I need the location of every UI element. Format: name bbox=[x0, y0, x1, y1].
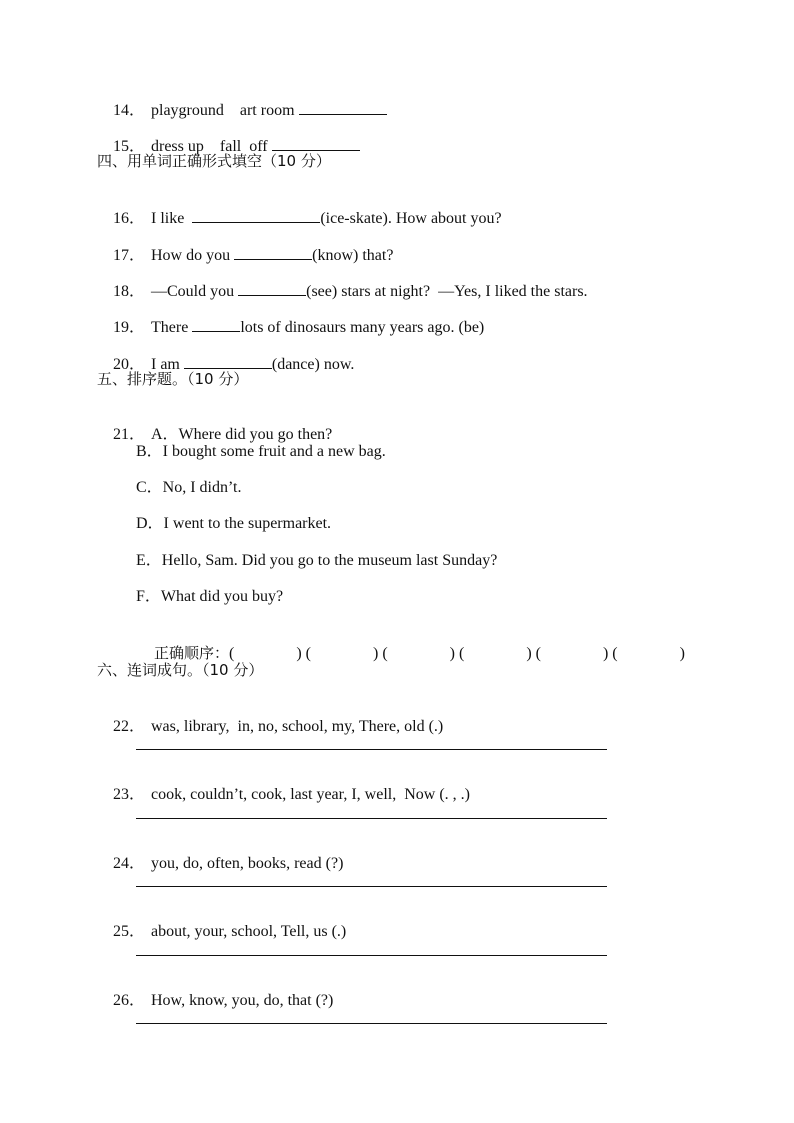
question-number: 19． bbox=[113, 319, 146, 336]
question-number: 17． bbox=[113, 247, 146, 264]
question-number: 15． bbox=[113, 138, 146, 155]
order-paren: ) ( bbox=[602, 645, 618, 662]
question-text-after: (know) that? bbox=[312, 247, 394, 264]
answer-blank[interactable] bbox=[192, 208, 320, 223]
answer-line[interactable] bbox=[136, 886, 607, 887]
order-paren: ) ( bbox=[373, 645, 388, 662]
option-c: C．No, I didn’t. bbox=[136, 479, 242, 496]
question-number: 21． bbox=[113, 426, 146, 443]
answer-blank[interactable] bbox=[299, 100, 387, 115]
question-number: 24． bbox=[113, 855, 146, 872]
question-number: 20． bbox=[113, 356, 146, 373]
question-text-after: lots of dinosaurs many years ago. (be) bbox=[240, 319, 485, 336]
question-text-after: (ice-skate). How about you? bbox=[320, 210, 502, 227]
question-24 bbox=[97, 834, 343, 894]
question-text: —Could you bbox=[151, 283, 239, 300]
answer-line[interactable] bbox=[136, 1023, 607, 1024]
question-text: cook, couldn’t, cook, last year, I, well, Now (. , .) bbox=[151, 786, 470, 803]
question-23 bbox=[97, 765, 470, 825]
question-text: I am bbox=[151, 356, 184, 373]
question-text: was, library, in, no, school, my, There, old (.) bbox=[151, 718, 444, 735]
section-5-title: 五、排序题。（10 分） bbox=[97, 370, 249, 388]
answer-blank[interactable] bbox=[184, 354, 272, 369]
option-d: D．I went to the supermarket. bbox=[136, 515, 332, 532]
question-number: 14． bbox=[113, 102, 146, 119]
section-4-title: 四、用单词正确形式填空（10 分） bbox=[97, 152, 331, 170]
option-f: F．What did you buy? bbox=[136, 588, 284, 605]
question-number: 18． bbox=[113, 283, 146, 300]
option-e: E．Hello, Sam. Did you go to the museum last Sunday? bbox=[136, 552, 498, 569]
question-text: How, know, you, do, that (?) bbox=[151, 992, 334, 1009]
question-number: 16． bbox=[113, 210, 146, 227]
answer-blank[interactable] bbox=[234, 245, 312, 260]
section-6-title: 六、连词成句。（10 分） bbox=[97, 661, 264, 679]
question-number: 22． bbox=[113, 718, 146, 735]
question-text: you, do, often, books, read (?) bbox=[151, 855, 344, 872]
question-text: playground art room bbox=[151, 102, 299, 119]
order-label: 正确顺序： bbox=[154, 644, 230, 662]
option-a: A．Where did you go then? bbox=[151, 426, 333, 443]
question-text: about, your, school, Tell, us (.) bbox=[151, 923, 347, 940]
question-26 bbox=[97, 971, 333, 1031]
answer-line[interactable] bbox=[136, 749, 607, 750]
question-number: 26． bbox=[113, 992, 146, 1009]
question-text-after: (see) stars at night? —Yes, I liked the stars. bbox=[306, 283, 588, 300]
order-paren: ( bbox=[229, 645, 235, 662]
question-number: 25． bbox=[113, 923, 146, 940]
answer-blank[interactable] bbox=[238, 281, 306, 296]
question-25 bbox=[97, 902, 346, 962]
answer-blank[interactable] bbox=[272, 136, 360, 151]
order-paren: ) bbox=[679, 645, 685, 662]
question-text: dress up fall off bbox=[151, 138, 272, 155]
question-number: 23． bbox=[113, 786, 146, 803]
question-text: How do you bbox=[151, 247, 235, 264]
question-text: There bbox=[151, 319, 193, 336]
question-text-after: (dance) now. bbox=[271, 356, 355, 373]
answer-blank[interactable] bbox=[192, 317, 240, 332]
order-paren: ) ( bbox=[449, 645, 465, 662]
order-paren: ) ( bbox=[526, 645, 541, 662]
question-text: I like bbox=[151, 210, 193, 227]
answer-line[interactable] bbox=[136, 818, 607, 819]
question-22 bbox=[97, 697, 443, 757]
order-paren: ) ( bbox=[296, 645, 311, 662]
option-b: B．I bought some fruit and a new bag. bbox=[136, 443, 386, 460]
answer-line[interactable] bbox=[136, 955, 607, 956]
